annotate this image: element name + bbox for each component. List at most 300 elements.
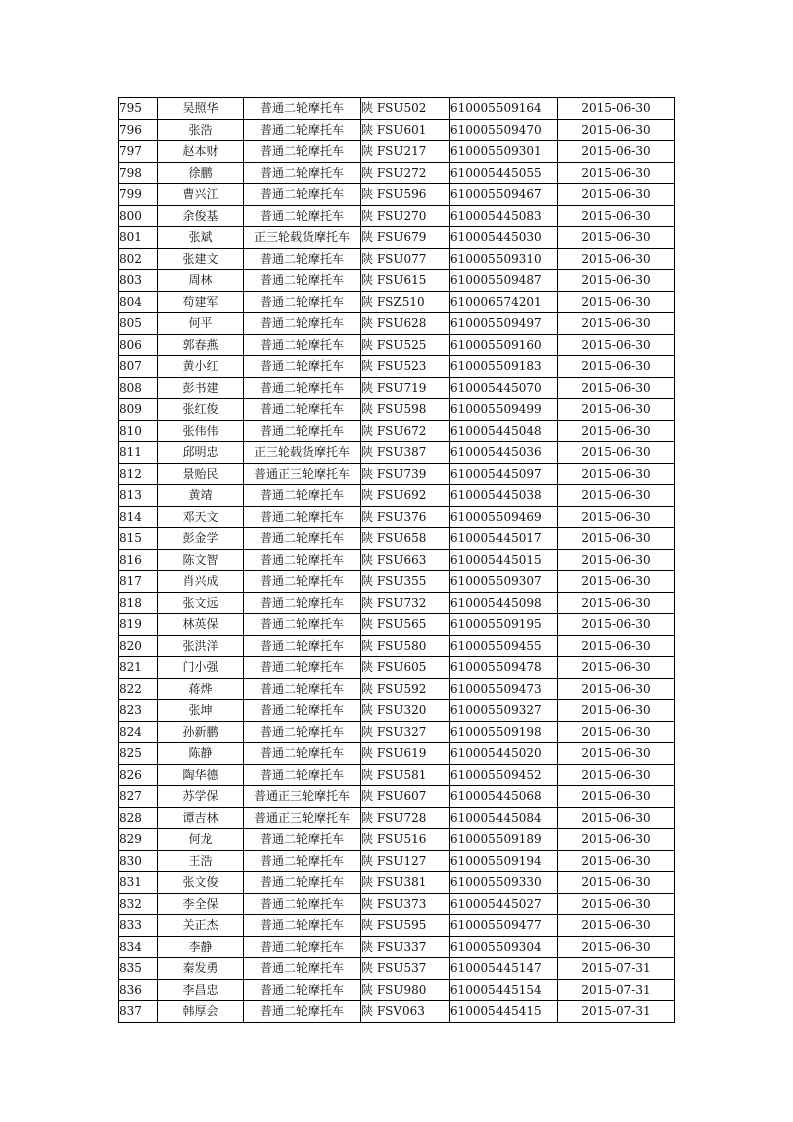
row-number-cell: 810 <box>119 420 158 442</box>
certificate-number-cell: 610005509327 <box>450 700 558 722</box>
vehicle-type-cell: 普通二轮摩托车 <box>244 571 361 593</box>
vehicle-type-cell: 普通二轮摩托车 <box>244 657 361 679</box>
vehicle-type-cell: 普通二轮摩托车 <box>244 270 361 292</box>
plate-number-cell: 陕 FSU595 <box>361 915 450 937</box>
plate-number-cell: 陕 FSU679 <box>361 227 450 249</box>
owner-name-cell: 林英保 <box>158 614 244 636</box>
issue-date-cell: 2015-06-30 <box>558 700 675 722</box>
row-number-cell: 815 <box>119 528 158 550</box>
issue-date-cell: 2015-06-30 <box>558 592 675 614</box>
row-number-cell: 828 <box>119 807 158 829</box>
vehicle-type-cell: 普通二轮摩托车 <box>244 119 361 141</box>
vehicle-type-cell: 正三轮载货摩托车 <box>244 442 361 464</box>
vehicle-type-cell: 普通二轮摩托车 <box>244 485 361 507</box>
row-number-cell: 812 <box>119 463 158 485</box>
vehicle-type-cell: 普通二轮摩托车 <box>244 936 361 958</box>
plate-number-cell: 陕 FSU270 <box>361 205 450 227</box>
vehicle-type-cell: 普通二轮摩托车 <box>244 979 361 1001</box>
vehicle-type-cell: 正三轮载货摩托车 <box>244 227 361 249</box>
row-number-cell: 823 <box>119 700 158 722</box>
row-number-cell: 826 <box>119 764 158 786</box>
certificate-number-cell: 610005509194 <box>450 850 558 872</box>
row-number-cell: 800 <box>119 205 158 227</box>
plate-number-cell: 陕 FSU355 <box>361 571 450 593</box>
owner-name-cell: 周林 <box>158 270 244 292</box>
vehicle-type-cell: 普通二轮摩托车 <box>244 614 361 636</box>
plate-number-cell: 陕 FSU598 <box>361 399 450 421</box>
owner-name-cell: 曹兴江 <box>158 184 244 206</box>
vehicle-type-cell: 普通正三轮摩托车 <box>244 807 361 829</box>
vehicle-type-cell: 普通二轮摩托车 <box>244 291 361 313</box>
vehicle-type-cell: 普通二轮摩托车 <box>244 893 361 915</box>
certificate-number-cell: 610005509195 <box>450 614 558 636</box>
certificate-number-cell: 610005445036 <box>450 442 558 464</box>
table-row <box>119 313 675 335</box>
row-number-cell: 832 <box>119 893 158 915</box>
certificate-number-cell: 610005509164 <box>450 98 558 120</box>
row-number-cell: 795 <box>119 98 158 120</box>
certificate-number-cell: 610005509473 <box>450 678 558 700</box>
plate-number-cell: 陕 FSU728 <box>361 807 450 829</box>
table-row <box>119 936 675 958</box>
table-row <box>119 205 675 227</box>
owner-name-cell: 张文远 <box>158 592 244 614</box>
owner-name-cell: 李静 <box>158 936 244 958</box>
plate-number-cell: 陕 FSU381 <box>361 872 450 894</box>
row-number-cell: 819 <box>119 614 158 636</box>
owner-name-cell: 孙新鹏 <box>158 721 244 743</box>
table-row <box>119 700 675 722</box>
vehicle-type-cell: 普通二轮摩托车 <box>244 205 361 227</box>
certificate-number-cell: 610005509189 <box>450 829 558 851</box>
certificate-number-cell: 610005445097 <box>450 463 558 485</box>
plate-number-cell: 陕 FSV063 <box>361 1001 450 1023</box>
vehicle-type-cell: 普通二轮摩托车 <box>244 678 361 700</box>
vehicle-type-cell: 普通二轮摩托车 <box>244 592 361 614</box>
issue-date-cell: 2015-06-30 <box>558 549 675 571</box>
table-row <box>119 184 675 206</box>
row-number-cell: 807 <box>119 356 158 378</box>
issue-date-cell: 2015-06-30 <box>558 829 675 851</box>
issue-date-cell: 2015-06-30 <box>558 657 675 679</box>
certificate-number-cell: 610005445020 <box>450 743 558 765</box>
plate-number-cell: 陕 FSU980 <box>361 979 450 1001</box>
vehicle-type-cell: 普通二轮摩托车 <box>244 549 361 571</box>
certificate-number-cell: 610005445017 <box>450 528 558 550</box>
table-row <box>119 786 675 808</box>
owner-name-cell: 黄小红 <box>158 356 244 378</box>
issue-date-cell: 2015-06-30 <box>558 98 675 120</box>
row-number-cell: 811 <box>119 442 158 464</box>
certificate-number-cell: 610005445068 <box>450 786 558 808</box>
table-row <box>119 592 675 614</box>
issue-date-cell: 2015-06-30 <box>558 893 675 915</box>
issue-date-cell: 2015-06-30 <box>558 356 675 378</box>
plate-number-cell: 陕 FSU127 <box>361 850 450 872</box>
certificate-number-cell: 610005509478 <box>450 657 558 679</box>
plate-number-cell: 陕 FSU628 <box>361 313 450 335</box>
table-row <box>119 141 675 163</box>
table-row <box>119 893 675 915</box>
table-row <box>119 506 675 528</box>
owner-name-cell: 张文俊 <box>158 872 244 894</box>
plate-number-cell: 陕 FSU601 <box>361 119 450 141</box>
row-number-cell: 834 <box>119 936 158 958</box>
vehicle-type-cell: 普通二轮摩托车 <box>244 872 361 894</box>
vehicle-type-cell: 普通二轮摩托车 <box>244 850 361 872</box>
table-row <box>119 463 675 485</box>
issue-date-cell: 2015-06-30 <box>558 678 675 700</box>
table-row <box>119 721 675 743</box>
issue-date-cell: 2015-07-31 <box>558 1001 675 1023</box>
issue-date-cell: 2015-06-30 <box>558 184 675 206</box>
vehicle-type-cell: 普通二轮摩托车 <box>244 162 361 184</box>
plate-number-cell: 陕 FSU692 <box>361 485 450 507</box>
certificate-number-cell: 610005509452 <box>450 764 558 786</box>
certificate-number-cell: 610005445154 <box>450 979 558 1001</box>
owner-name-cell: 李昌忠 <box>158 979 244 1001</box>
owner-name-cell: 吴照华 <box>158 98 244 120</box>
owner-name-cell: 邱明忠 <box>158 442 244 464</box>
plate-number-cell: 陕 FSU658 <box>361 528 450 550</box>
certificate-number-cell: 610005509469 <box>450 506 558 528</box>
vehicle-type-cell: 普通正三轮摩托车 <box>244 786 361 808</box>
issue-date-cell: 2015-06-30 <box>558 227 675 249</box>
plate-number-cell: 陕 FSU516 <box>361 829 450 851</box>
issue-date-cell: 2015-06-30 <box>558 786 675 808</box>
owner-name-cell: 张坤 <box>158 700 244 722</box>
plate-number-cell: 陕 FSU672 <box>361 420 450 442</box>
plate-number-cell: 陕 FSU525 <box>361 334 450 356</box>
vehicle-type-cell: 普通二轮摩托车 <box>244 356 361 378</box>
owner-name-cell: 何龙 <box>158 829 244 851</box>
issue-date-cell: 2015-06-30 <box>558 635 675 657</box>
table-row <box>119 958 675 980</box>
issue-date-cell: 2015-06-30 <box>558 506 675 528</box>
row-number-cell: 831 <box>119 872 158 894</box>
issue-date-cell: 2015-06-30 <box>558 721 675 743</box>
certificate-number-cell: 610005509330 <box>450 872 558 894</box>
table-row <box>119 334 675 356</box>
owner-name-cell: 余俊基 <box>158 205 244 227</box>
row-number-cell: 814 <box>119 506 158 528</box>
plate-number-cell: 陕 FSU663 <box>361 549 450 571</box>
owner-name-cell: 门小强 <box>158 657 244 679</box>
issue-date-cell: 2015-06-30 <box>558 399 675 421</box>
table-row <box>119 549 675 571</box>
certificate-number-cell: 610005509487 <box>450 270 558 292</box>
issue-date-cell: 2015-06-30 <box>558 162 675 184</box>
issue-date-cell: 2015-06-30 <box>558 528 675 550</box>
issue-date-cell: 2015-06-30 <box>558 872 675 894</box>
vehicle-type-cell: 普通二轮摩托车 <box>244 764 361 786</box>
table-row <box>119 356 675 378</box>
issue-date-cell: 2015-06-30 <box>558 463 675 485</box>
owner-name-cell: 彭书建 <box>158 377 244 399</box>
row-number-cell: 833 <box>119 915 158 937</box>
owner-name-cell: 徐鹏 <box>158 162 244 184</box>
table-row <box>119 979 675 1001</box>
table-row <box>119 614 675 636</box>
issue-date-cell: 2015-06-30 <box>558 334 675 356</box>
issue-date-cell: 2015-06-30 <box>558 936 675 958</box>
certificate-number-cell: 610005509497 <box>450 313 558 335</box>
owner-name-cell: 黄靖 <box>158 485 244 507</box>
row-number-cell: 818 <box>119 592 158 614</box>
vehicle-type-cell: 普通二轮摩托车 <box>244 1001 361 1023</box>
table-row <box>119 248 675 270</box>
certificate-number-cell: 610005509307 <box>450 571 558 593</box>
issue-date-cell: 2015-06-30 <box>558 442 675 464</box>
row-number-cell: 837 <box>119 1001 158 1023</box>
owner-name-cell: 关正杰 <box>158 915 244 937</box>
certificate-number-cell: 610005445098 <box>450 592 558 614</box>
row-number-cell: 829 <box>119 829 158 851</box>
table-row <box>119 635 675 657</box>
row-number-cell: 830 <box>119 850 158 872</box>
plate-number-cell: 陕 FSU373 <box>361 893 450 915</box>
owner-name-cell: 邓天文 <box>158 506 244 528</box>
row-number-cell: 801 <box>119 227 158 249</box>
vehicle-type-cell: 普通二轮摩托车 <box>244 377 361 399</box>
table-row <box>119 872 675 894</box>
vehicle-type-cell: 普通二轮摩托车 <box>244 528 361 550</box>
row-number-cell: 817 <box>119 571 158 593</box>
vehicle-type-cell: 普通二轮摩托车 <box>244 334 361 356</box>
vehicle-registry-table <box>118 97 675 1023</box>
certificate-number-cell: 610005509470 <box>450 119 558 141</box>
table-row <box>119 678 675 700</box>
row-number-cell: 803 <box>119 270 158 292</box>
plate-number-cell: 陕 FSU580 <box>361 635 450 657</box>
table-row <box>119 829 675 851</box>
vehicle-type-cell: 普通二轮摩托车 <box>244 700 361 722</box>
owner-name-cell: 肖兴成 <box>158 571 244 593</box>
table-row <box>119 420 675 442</box>
certificate-number-cell: 610005445027 <box>450 893 558 915</box>
issue-date-cell: 2015-06-30 <box>558 248 675 270</box>
vehicle-type-cell: 普通二轮摩托车 <box>244 915 361 937</box>
row-number-cell: 816 <box>119 549 158 571</box>
certificate-number-cell: 610005509160 <box>450 334 558 356</box>
row-number-cell: 813 <box>119 485 158 507</box>
plate-number-cell: 陕 FSU719 <box>361 377 450 399</box>
owner-name-cell: 苟建军 <box>158 291 244 313</box>
row-number-cell: 822 <box>119 678 158 700</box>
owner-name-cell: 陈文智 <box>158 549 244 571</box>
plate-number-cell: 陕 FSU272 <box>361 162 450 184</box>
table-row <box>119 764 675 786</box>
certificate-number-cell: 610005445415 <box>450 1001 558 1023</box>
vehicle-type-cell: 普通二轮摩托车 <box>244 506 361 528</box>
row-number-cell: 835 <box>119 958 158 980</box>
certificate-number-cell: 610005445030 <box>450 227 558 249</box>
vehicle-type-cell: 普通二轮摩托车 <box>244 829 361 851</box>
issue-date-cell: 2015-06-30 <box>558 420 675 442</box>
owner-name-cell: 陈静 <box>158 743 244 765</box>
table-row <box>119 743 675 765</box>
owner-name-cell: 谭吉林 <box>158 807 244 829</box>
plate-number-cell: 陕 FSU592 <box>361 678 450 700</box>
issue-date-cell: 2015-07-31 <box>558 958 675 980</box>
table-row <box>119 98 675 120</box>
certificate-number-cell: 610005509310 <box>450 248 558 270</box>
row-number-cell: 827 <box>119 786 158 808</box>
issue-date-cell: 2015-06-30 <box>558 291 675 313</box>
row-number-cell: 836 <box>119 979 158 1001</box>
vehicle-type-cell: 普通二轮摩托车 <box>244 141 361 163</box>
vehicle-type-cell: 普通二轮摩托车 <box>244 743 361 765</box>
table-row <box>119 850 675 872</box>
table-row <box>119 162 675 184</box>
vehicle-type-cell: 普通二轮摩托车 <box>244 635 361 657</box>
table-row <box>119 528 675 550</box>
plate-number-cell: 陕 FSU565 <box>361 614 450 636</box>
table-row <box>119 442 675 464</box>
vehicle-type-cell: 普通二轮摩托车 <box>244 313 361 335</box>
vehicle-type-cell: 普通二轮摩托车 <box>244 958 361 980</box>
row-number-cell: 804 <box>119 291 158 313</box>
table-row <box>119 291 675 313</box>
certificate-number-cell: 610005445084 <box>450 807 558 829</box>
owner-name-cell: 陶华德 <box>158 764 244 786</box>
plate-number-cell: 陕 FSU523 <box>361 356 450 378</box>
issue-date-cell: 2015-06-30 <box>558 205 675 227</box>
row-number-cell: 798 <box>119 162 158 184</box>
certificate-number-cell: 610005445038 <box>450 485 558 507</box>
row-number-cell: 809 <box>119 399 158 421</box>
owner-name-cell: 李全保 <box>158 893 244 915</box>
plate-number-cell: 陕 FSU619 <box>361 743 450 765</box>
certificate-number-cell: 610005445015 <box>450 549 558 571</box>
issue-date-cell: 2015-06-30 <box>558 764 675 786</box>
issue-date-cell: 2015-06-30 <box>558 743 675 765</box>
certificate-number-cell: 610005445070 <box>450 377 558 399</box>
owner-name-cell: 张红俊 <box>158 399 244 421</box>
row-number-cell: 799 <box>119 184 158 206</box>
vehicle-type-cell: 普通二轮摩托车 <box>244 399 361 421</box>
row-number-cell: 796 <box>119 119 158 141</box>
table-body <box>119 98 675 1023</box>
row-number-cell: 802 <box>119 248 158 270</box>
row-number-cell: 797 <box>119 141 158 163</box>
plate-number-cell: 陕 FSU605 <box>361 657 450 679</box>
table-row <box>119 270 675 292</box>
table-row <box>119 657 675 679</box>
vehicle-type-cell: 普通二轮摩托车 <box>244 420 361 442</box>
owner-name-cell: 苏学保 <box>158 786 244 808</box>
table-row <box>119 915 675 937</box>
certificate-number-cell: 610005445083 <box>450 205 558 227</box>
issue-date-cell: 2015-06-30 <box>558 377 675 399</box>
row-number-cell: 820 <box>119 635 158 657</box>
table-row <box>119 399 675 421</box>
issue-date-cell: 2015-06-30 <box>558 915 675 937</box>
certificate-number-cell: 610005445147 <box>450 958 558 980</box>
certificate-number-cell: 610005509477 <box>450 915 558 937</box>
row-number-cell: 808 <box>119 377 158 399</box>
plate-number-cell: 陕 FSU537 <box>361 958 450 980</box>
plate-number-cell: 陕 FSU607 <box>361 786 450 808</box>
row-number-cell: 825 <box>119 743 158 765</box>
issue-date-cell: 2015-06-30 <box>558 807 675 829</box>
table-row <box>119 227 675 249</box>
issue-date-cell: 2015-06-30 <box>558 614 675 636</box>
table-row <box>119 807 675 829</box>
plate-number-cell: 陕 FSU502 <box>361 98 450 120</box>
certificate-number-cell: 610005445055 <box>450 162 558 184</box>
row-number-cell: 821 <box>119 657 158 679</box>
plate-number-cell: 陕 FSU739 <box>361 463 450 485</box>
certificate-number-cell: 610005509183 <box>450 356 558 378</box>
plate-number-cell: 陕 FSZ510 <box>361 291 450 313</box>
issue-date-cell: 2015-06-30 <box>558 850 675 872</box>
owner-name-cell: 韩厚会 <box>158 1001 244 1023</box>
owner-name-cell: 景贻民 <box>158 463 244 485</box>
table-row <box>119 571 675 593</box>
certificate-number-cell: 610005509304 <box>450 936 558 958</box>
vehicle-type-cell: 普通二轮摩托车 <box>244 721 361 743</box>
owner-name-cell: 张伟伟 <box>158 420 244 442</box>
owner-name-cell: 赵本财 <box>158 141 244 163</box>
plate-number-cell: 陕 FSU327 <box>361 721 450 743</box>
row-number-cell: 806 <box>119 334 158 356</box>
owner-name-cell: 张斌 <box>158 227 244 249</box>
certificate-number-cell: 610005509455 <box>450 635 558 657</box>
issue-date-cell: 2015-06-30 <box>558 571 675 593</box>
vehicle-type-cell: 普通二轮摩托车 <box>244 98 361 120</box>
issue-date-cell: 2015-06-30 <box>558 313 675 335</box>
row-number-cell: 824 <box>119 721 158 743</box>
owner-name-cell: 彭金学 <box>158 528 244 550</box>
owner-name-cell: 张建文 <box>158 248 244 270</box>
owner-name-cell: 张洪洋 <box>158 635 244 657</box>
table-row <box>119 1001 675 1023</box>
plate-number-cell: 陕 FSU615 <box>361 270 450 292</box>
vehicle-type-cell: 普通正三轮摩托车 <box>244 463 361 485</box>
vehicle-type-cell: 普通二轮摩托车 <box>244 248 361 270</box>
table-row <box>119 119 675 141</box>
plate-number-cell: 陕 FSU376 <box>361 506 450 528</box>
owner-name-cell: 秦发勇 <box>158 958 244 980</box>
owner-name-cell: 王浩 <box>158 850 244 872</box>
table-row <box>119 485 675 507</box>
certificate-number-cell: 610006574201 <box>450 291 558 313</box>
plate-number-cell: 陕 FSU077 <box>361 248 450 270</box>
issue-date-cell: 2015-06-30 <box>558 119 675 141</box>
issue-date-cell: 2015-06-30 <box>558 141 675 163</box>
plate-number-cell: 陕 FSU732 <box>361 592 450 614</box>
issue-date-cell: 2015-07-31 <box>558 979 675 1001</box>
table-row <box>119 377 675 399</box>
certificate-number-cell: 610005445048 <box>450 420 558 442</box>
plate-number-cell: 陕 FSU387 <box>361 442 450 464</box>
issue-date-cell: 2015-06-30 <box>558 270 675 292</box>
plate-number-cell: 陕 FSU337 <box>361 936 450 958</box>
plate-number-cell: 陕 FSU217 <box>361 141 450 163</box>
issue-date-cell: 2015-06-30 <box>558 485 675 507</box>
vehicle-type-cell: 普通二轮摩托车 <box>244 184 361 206</box>
certificate-number-cell: 610005509467 <box>450 184 558 206</box>
owner-name-cell: 张浩 <box>158 119 244 141</box>
certificate-number-cell: 610005509198 <box>450 721 558 743</box>
owner-name-cell: 郭春燕 <box>158 334 244 356</box>
certificate-number-cell: 610005509301 <box>450 141 558 163</box>
row-number-cell: 805 <box>119 313 158 335</box>
owner-name-cell: 何平 <box>158 313 244 335</box>
owner-name-cell: 蒋烨 <box>158 678 244 700</box>
certificate-number-cell: 610005509499 <box>450 399 558 421</box>
